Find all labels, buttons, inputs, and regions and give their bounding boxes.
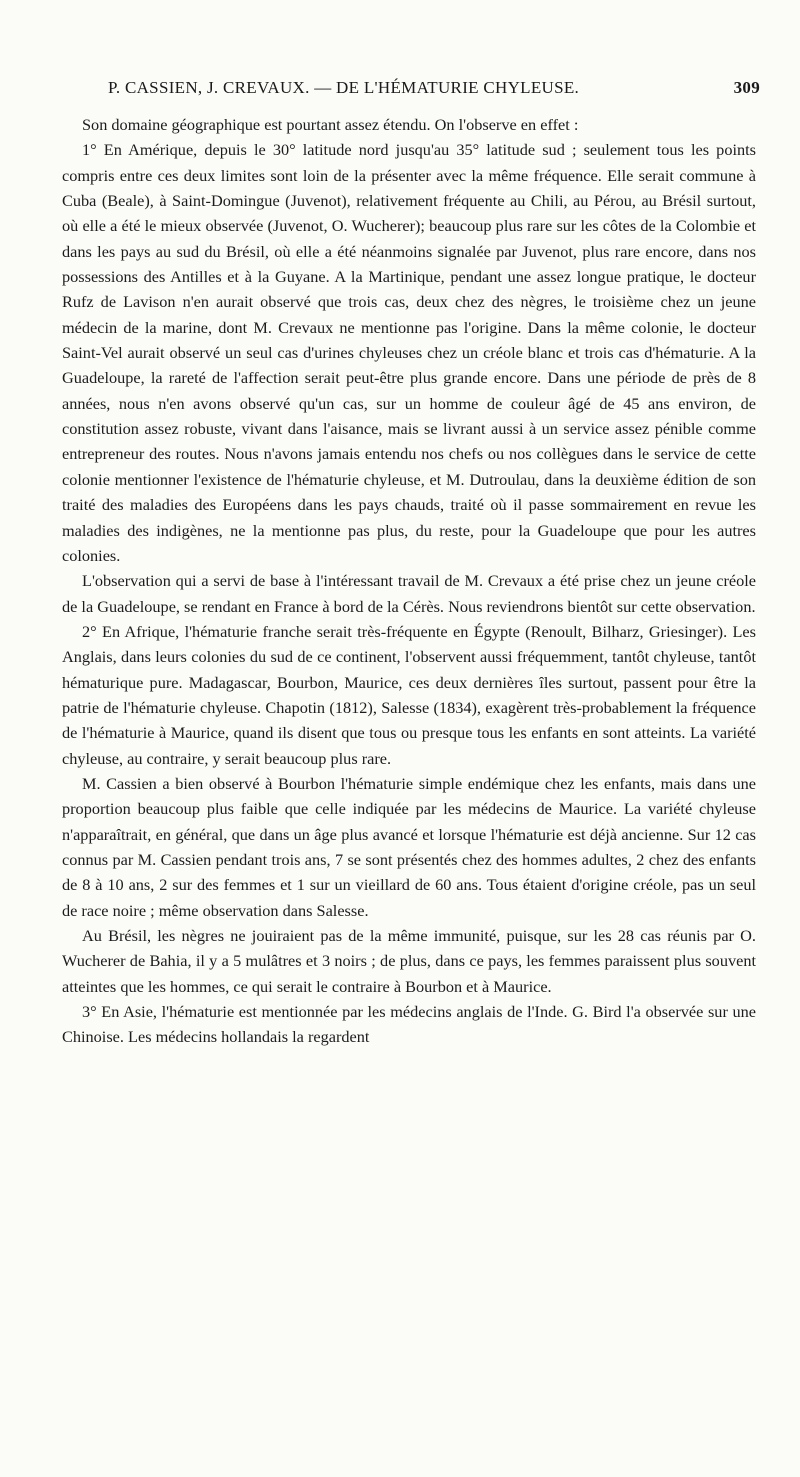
body-text <box>62 112 756 1050</box>
page-number: 309 <box>733 78 760 97</box>
paragraph-observation-ceres: L'observation qui a servi de base à l'intéressant travail de M. Crevaux a été prise chez un jeune créole de la Guadeloupe, se rendant en France à bord de la Cérès. Nous reviendrons bientôt sur cette observation. <box>62 571 756 616</box>
paragraph-amerique: 1° En Amérique, depuis le 30° latitude nord jusqu'au 35° latitude sud ; seulement tous les points compris entre ces deux limites sont loin de la présenter avec la même fréquence. Elle serait commune à Cuba (Beale), à Saint-Domingue (Juvenot), relativement fréquente au Chili, au Pérou, au Brésil surtout, où elle a été le mieux observée (Juvenot, O. Wucherer); beaucoup plus rare sur les côtes de la Colombie et dans les pays au sud du Brésil, où elle a été néanmoins signalée par Juvenot, plus rare encore, dans nos possessions des Antilles et à la Guyane. A la Martinique, pendant une assez longue pratique, le docteur Rufz de Lavison n'en aurait observé que trois cas, deux chez des nègres, le troisième chez un jeune médecin de la marine, dont M. Crevaux ne mentionne pas l'origine. Dans la même colonie, le docteur Saint-Vel aurait observé un seul cas d'urines chyleuses chez un créole blanc et trois cas d'hématurie. A la Guadeloupe, la rareté de l'affection serait peut-être plus grande encore. Dans une période de près de 8 années, nous n'en avons observé qu'un cas, sur un homme de couleur âgé de 45 ans environ, de constitution assez robuste, vivant dans l'aisance, mais se livrant aussi à un service assez pénible comme entrepreneur des routes. Nous n'avons jamais entendu nos chefs ou nos collègues dans le service de cette colonie mentionner l'existence de l'hématurie chyleuse, et M. Dutroulau, dans la deuxième édition de son traité des maladies des Européens dans les pays chauds, traité où il passe sommairement en revue les maladies des indigènes, ne la mentionne pas plus, du reste, pour la Guadeloupe que pour les autres colonies. <box>62 140 756 565</box>
paragraph-cassien-bourbon: M. Cassien a bien observé à Bourbon l'hématurie simple endémique chez les enfants, mais dans une proportion beaucoup plus faible que celle indiquée par les médecins de Maurice. La variété chyleuse n'apparaîtrait, en général, que dans un âge plus avancé et lorsque l'hématurie est déjà ancienne. Sur 12 cas connus par M. Cassien pendant trois ans, 7 se sont présentés chez des hommes adultes, 2 chez des enfants de 8 à 10 ans, 2 sur des femmes et 1 sur un vieillard de 60 ans. Tous étaient d'origine créole, pas un seul de race noire ; même observation dans Salesse. <box>62 773 756 920</box>
paragraph-intro: Son domaine géographique est pourtant assez étendu. On l'observe en effet : <box>82 115 579 134</box>
running-title: P. CASSIEN, J. CREVAUX. — DE L'HÉMATURIE CHYLEUSE. <box>108 78 580 97</box>
paragraph-afrique: 2° En Afrique, l'hématurie franche serait très-fréquente en Égypte (Renoult, Bilharz, Griesinger). Les Anglais, dans leurs colonies du sud de ce continent, l'observent aussi fréquemment, tantôt chyleuse, tantôt hématurique pure. Madagascar, Bourbon, Maurice, ces deux dernières îles surtout, passent pour être la patrie de l'hématurie chyleuse. Chapotin (1812), Salesse (1834), exagèrent très-probablement la fréquence de l'hématurie à Maurice, quand ils disent que tous ou presque tous les enfants en sont atteints. La variété chyleuse, au contraire, y serait beaucoup plus rare. <box>62 621 756 768</box>
paragraph-asie: 3° En Asie, l'hématurie est mentionnée par les médecins anglais de l'Inde. G. Bird l'a observée sur une Chinoise. Les médecins hollandais la regardent <box>62 1002 756 1047</box>
paragraph-bresil: Au Brésil, les nègres ne jouiraient pas de la même immunité, puisque, sur les 28 cas réunis par O. Wucherer de Bahia, il y a 5 mulâtres et 3 noirs ; de plus, dans ce pays, les femmes paraissent plus souvent atteintes que les hommes, ce qui serait le contraire à Bourbon et à Maurice. <box>62 926 756 996</box>
